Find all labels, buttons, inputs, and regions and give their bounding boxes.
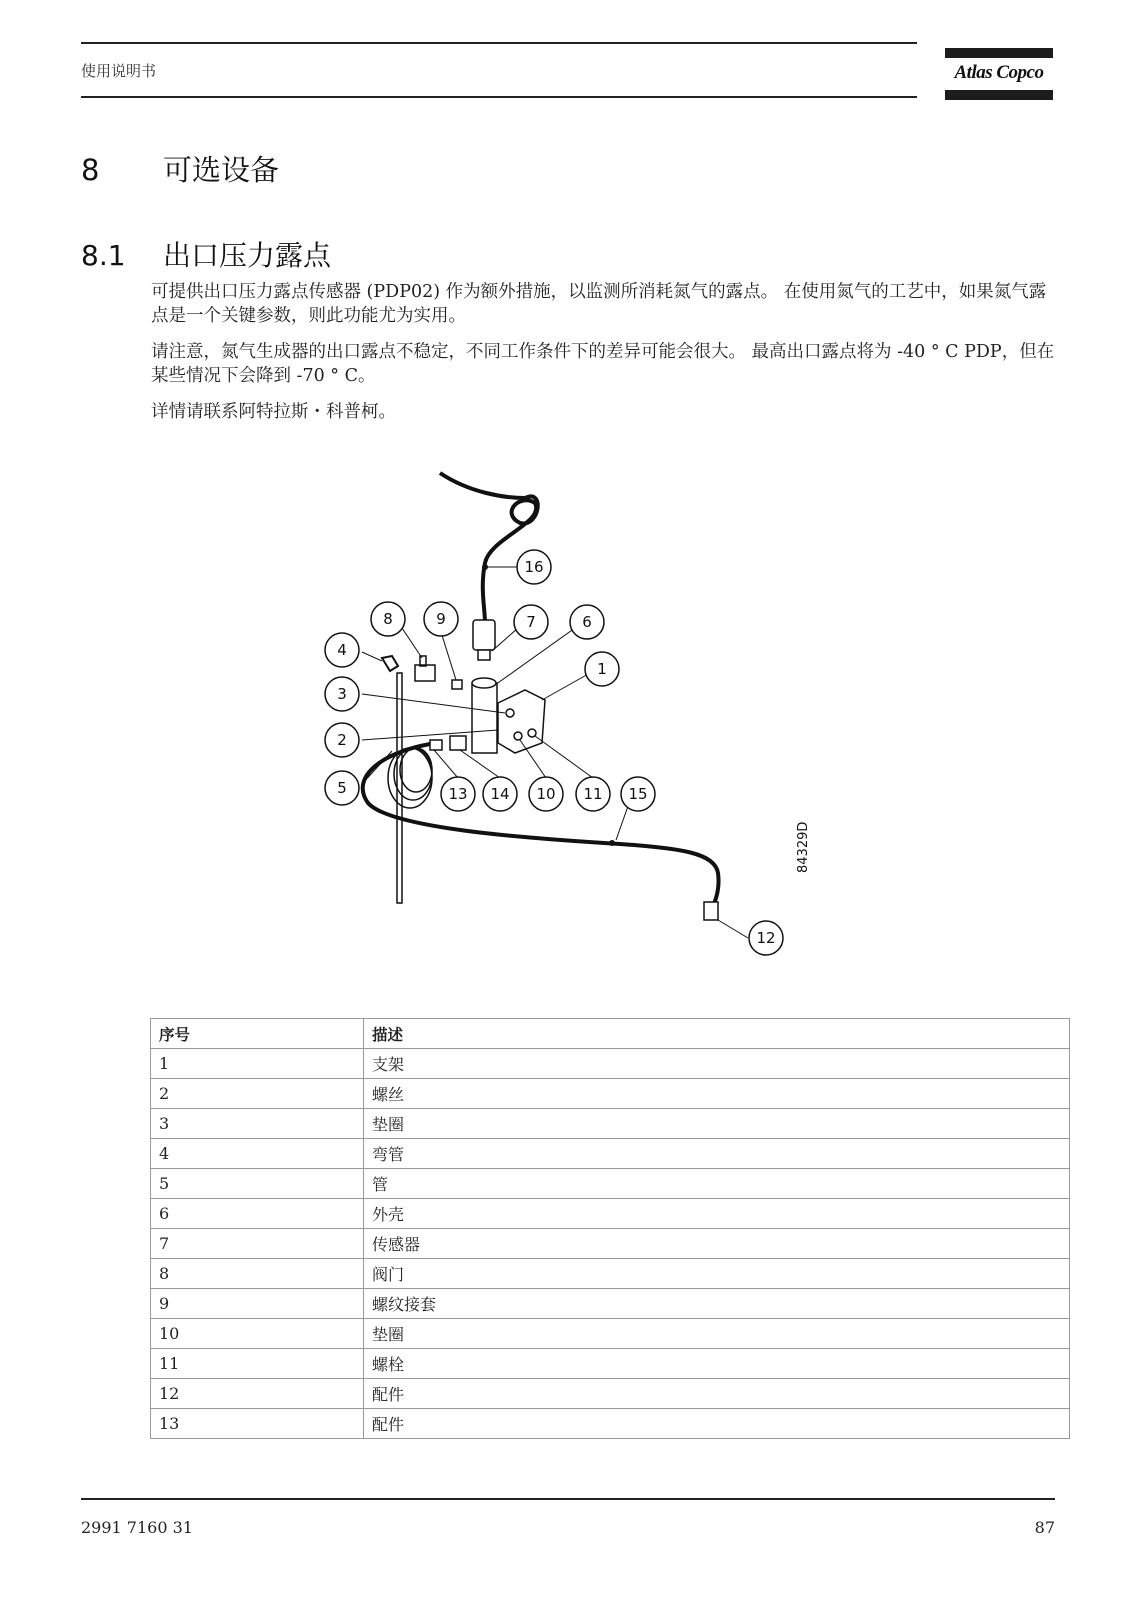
table-row: [151, 1229, 1070, 1259]
figure-code: 84329D: [796, 821, 811, 873]
callout-10: 10: [536, 785, 556, 803]
table-row: [151, 1289, 1070, 1319]
table-row: [151, 1319, 1070, 1349]
row-number: 3: [151, 1109, 364, 1139]
table-header-row: [151, 1019, 1070, 1049]
document-number: 2991 7160 31: [81, 1518, 193, 1537]
row-number: 9: [151, 1289, 364, 1319]
row-description: 传感器: [364, 1229, 1070, 1259]
callout-16: 16: [524, 558, 544, 576]
column-header-description: 描述: [364, 1019, 1070, 1049]
row-description: 支架: [364, 1049, 1070, 1079]
row-description: 配件: [364, 1409, 1070, 1439]
callout-8: 8: [383, 610, 393, 628]
header-title: 使用说明书: [81, 62, 157, 80]
logo-bottom-bar: [945, 90, 1053, 100]
callout-15: 15: [628, 785, 648, 803]
logo-wordmark: Atlas Copco: [954, 62, 1044, 83]
subsection-title: 出口压力露点: [163, 239, 332, 272]
row-description: 螺栓: [364, 1349, 1070, 1379]
callout-13: 13: [448, 785, 468, 803]
footer-rule: [81, 1498, 1055, 1500]
callout-2: 2: [337, 731, 347, 749]
atlas-copco-logo: [945, 48, 1053, 100]
table-row: [151, 1049, 1070, 1079]
paragraph-intro: 可提供出口压力露点传感器 (PDP02) 作为额外措施，以监测所消耗氮气的露点。 在使用氮气的工艺中，如果氮气露点是一个关键参数，则此功能尤为实用。: [151, 282, 1047, 326]
row-number: 8: [151, 1259, 364, 1289]
table-row: [151, 1109, 1070, 1139]
page-number: 87: [1034, 1518, 1055, 1537]
subsection-heading: [81, 234, 331, 274]
parts-table: [150, 1018, 1070, 1439]
section-number: 8: [81, 153, 100, 187]
callout-4: 4: [337, 641, 347, 659]
paragraph-note: 请注意，氮气生成器的出口露点不稳定，不同工作条件下的差异可能会很大。 最高出口露点将为 -40 ° C PDP，但在某些情况下会降到 -70 ° C。: [151, 342, 1055, 386]
row-description: 垫圈: [364, 1109, 1070, 1139]
pdp-sensor-exploded-diagram: [320, 468, 840, 988]
row-description: 外壳: [364, 1199, 1070, 1229]
table-row: [151, 1139, 1070, 1169]
header-top-rule: [81, 42, 917, 44]
callout-14: 14: [490, 785, 510, 803]
row-number: 7: [151, 1229, 364, 1259]
table-row: [151, 1079, 1070, 1109]
table-row: [151, 1379, 1070, 1409]
row-number: 11: [151, 1349, 364, 1379]
callout-6: 6: [582, 613, 592, 631]
table-row: [151, 1409, 1070, 1439]
logo-top-bar: [945, 48, 1053, 58]
row-number: 10: [151, 1319, 364, 1349]
row-number: 2: [151, 1079, 364, 1109]
row-number: 13: [151, 1409, 364, 1439]
hose-dot: [609, 840, 615, 846]
row-number: 5: [151, 1169, 364, 1199]
row-description: 阀门: [364, 1259, 1070, 1289]
column-header-number: 序号: [151, 1019, 364, 1049]
callout-5: 5: [337, 779, 347, 797]
section-heading: [81, 148, 279, 189]
callout-12: 12: [756, 929, 776, 947]
header-bottom-rule: [81, 96, 917, 98]
callout-1: 1: [597, 660, 607, 678]
callout-9: 9: [436, 610, 446, 628]
section-title: 可选设备: [163, 153, 280, 187]
row-number: 4: [151, 1139, 364, 1169]
callout-3: 3: [337, 685, 347, 703]
subsection-number: 8.1: [81, 239, 126, 272]
row-number: 1: [151, 1049, 364, 1079]
hose-dot: [482, 564, 488, 570]
table-row: [151, 1199, 1070, 1229]
row-description: 垫圈: [364, 1319, 1070, 1349]
row-description: 弯管: [364, 1139, 1070, 1169]
callout-11: 11: [583, 785, 603, 803]
row-description: 配件: [364, 1379, 1070, 1409]
table-row: [151, 1259, 1070, 1289]
row-number: 6: [151, 1199, 364, 1229]
table-row: [151, 1169, 1070, 1199]
table-row: [151, 1349, 1070, 1379]
row-description: 螺纹接套: [364, 1289, 1070, 1319]
row-description: 管: [364, 1169, 1070, 1199]
row-description: 螺丝: [364, 1079, 1070, 1109]
callout-7: 7: [526, 613, 536, 631]
row-number: 12: [151, 1379, 364, 1409]
paragraph-contact: 详情请联系阿特拉斯・科普柯。: [151, 402, 396, 422]
